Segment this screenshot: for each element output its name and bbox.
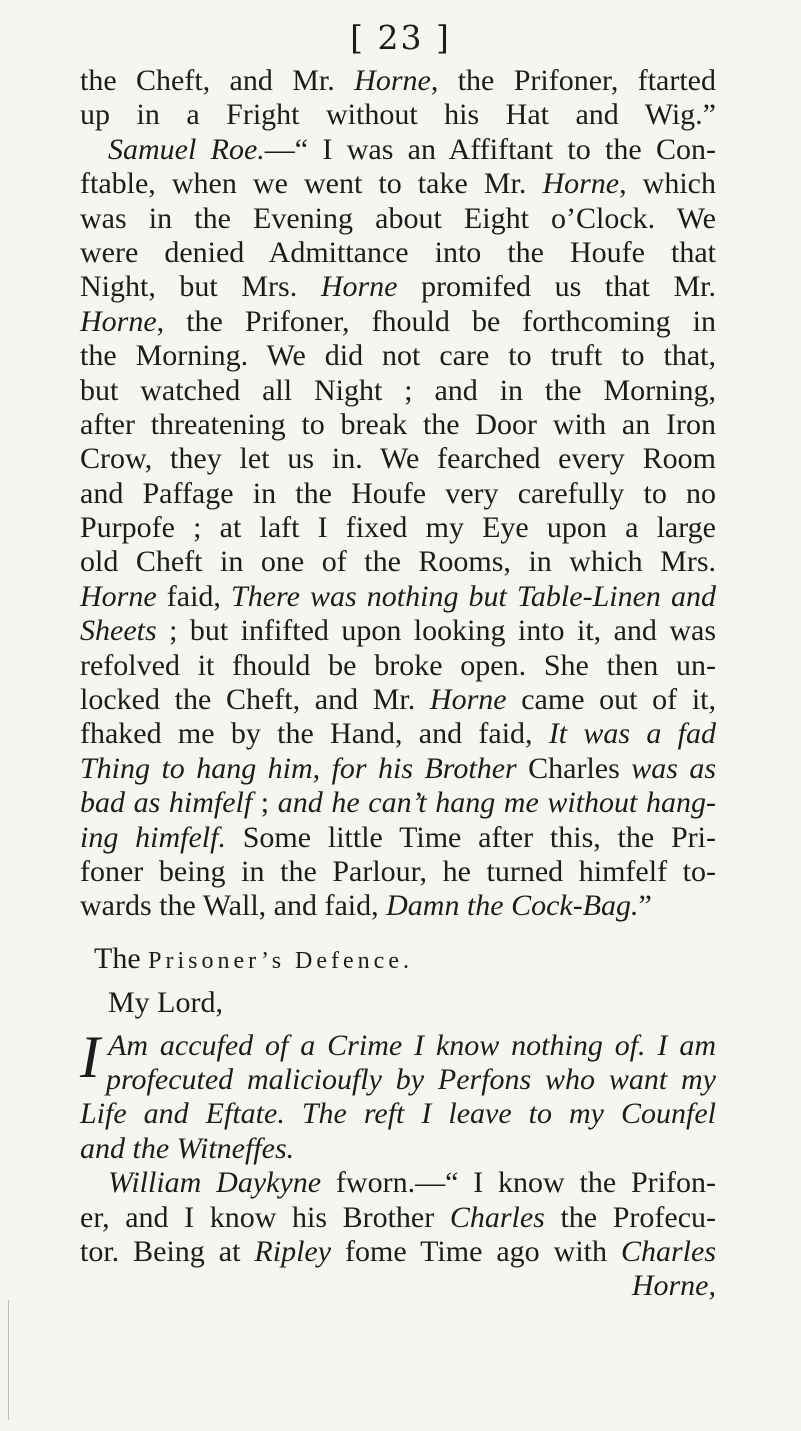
text-line: Purpofe ; at laft I fixed my Eye upon a large (80, 511, 716, 545)
catchword: Horne, (631, 1269, 716, 1303)
text-line: up in a Fright without his Hat and Wig.” (80, 98, 716, 132)
text-line: tor. Being at Ripley fome Time ago with Charles (80, 1234, 716, 1268)
defence-paragraph (80, 1023, 716, 1167)
text-line: ftable, when we went to take Mr. Horne, which (80, 167, 716, 201)
text-line: Crow, they let us in. We fearched every Room (80, 442, 716, 476)
page-number: [ 23 ] (350, 18, 451, 57)
text-line: Horne, the Prifoner, fhould be forthcoming in (80, 304, 716, 338)
text-line: Thing to hang him, for his Brother Charles was as (80, 751, 717, 785)
section-heading (80, 942, 716, 976)
text-line: were denied Admittance into the Houfe that (80, 235, 716, 269)
heading-title: Prisoner’s Defence. (148, 947, 413, 974)
text-line: was in the Evening about Eight o’Clock. We (80, 201, 716, 235)
witness-text (80, 1166, 716, 1269)
text-line: foner being in the Parlour, he turned himfelf to- (80, 854, 716, 888)
salutation: My Lord, (108, 986, 223, 1020)
text-line: Samuel Roe.—“ I was an Affiftant to the Con- (108, 132, 716, 166)
text-line: Night, but Mrs. Horne promifed us that Mr. (80, 270, 716, 304)
text-line: wards the Wall, and faid, Damn the Cock-Bag.” (80, 889, 652, 923)
text-line: Sheets ; but infifted upon looking into it, and was (80, 614, 716, 648)
text-line: the Morning. We did not care to truft to that, (80, 339, 716, 373)
text-line: William Daykyne fworn.—“ I know the Prifon- (108, 1166, 716, 1200)
text-line: fhaked me by the Hand, and faid, It was a fad (80, 717, 716, 751)
heading-prefix: The (94, 941, 141, 975)
text-line: Am accufed of a Crime I know nothing of. I am (108, 1028, 716, 1062)
text-line: but watched all Night ; and in the Morning, (80, 373, 716, 407)
text-line: er, and I know his Brother Charles the Profecu- (80, 1200, 716, 1234)
text-line: and the Witneffes. (80, 1131, 295, 1165)
page-body (80, 64, 716, 1304)
text-line: Life and Eftate. The reft I leave to my Counfel (80, 1097, 716, 1131)
text-line: refolved it fhould be broke open. She then un- (80, 648, 716, 682)
text-line: profecuted malicioufly by Perfons who want my (105, 1062, 716, 1096)
testimony-text (80, 64, 716, 924)
text-line: and Paffage in the Houfe very carefully to no (80, 476, 716, 510)
text-line: the Cheft, and Mr. Horne, the Prifoner, ftarted (80, 64, 716, 97)
text-line: after threatening to break the Door with an Iron (80, 407, 716, 441)
text-line: Horne faid, There was nothing but Table-Linen and (80, 579, 717, 613)
drop-cap: I (80, 1023, 100, 1090)
text-line: locked the Cheft, and Mr. Horne came out of it, (80, 683, 717, 717)
text-line: old Cheft in one of the Rooms, in which Mrs. (80, 545, 716, 579)
defence-text (80, 1023, 716, 1167)
text-line: ing himfelf. Some little Time after this, the Pri- (80, 820, 716, 854)
text-line: bad as himfelf ; and he can’t hang me without hang- (80, 786, 716, 820)
page-edge-line (8, 1300, 9, 1420)
